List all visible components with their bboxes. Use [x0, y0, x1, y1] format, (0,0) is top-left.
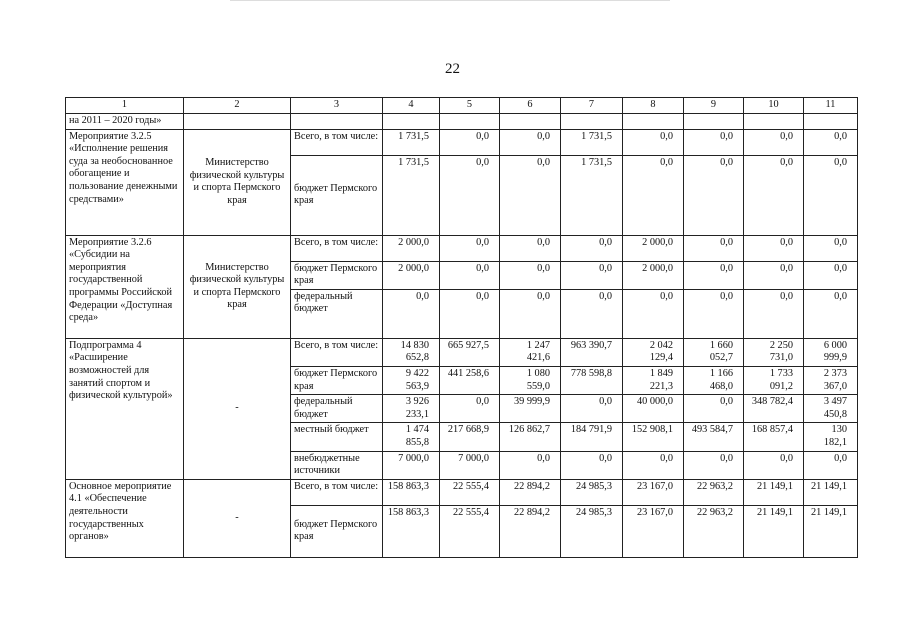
amount-cell: 1 849 221,3 [623, 366, 684, 394]
amount-cell: 0,0 [684, 129, 744, 155]
amount-cell: 0,0 [561, 235, 623, 261]
amount-cell: 0,0 [684, 235, 744, 261]
empty-cell [744, 114, 804, 130]
funding-source: федеральный бюджет [291, 395, 383, 423]
amount-cell: 0,0 [500, 155, 561, 235]
amount-cell: 1 731,5 [561, 155, 623, 235]
amount-cell: 0,0 [440, 235, 500, 261]
amount-cell: 21 149,1 [804, 505, 858, 557]
funding-source: местный бюджет [291, 423, 383, 451]
column-header: 9 [684, 98, 744, 114]
funding-source: Всего, в том числе: [291, 338, 383, 366]
amount-cell: 0,0 [500, 451, 561, 479]
column-header: 6 [500, 98, 561, 114]
amount-cell: 0,0 [561, 451, 623, 479]
amount-cell: 23 167,0 [623, 505, 684, 557]
amount-cell: 0,0 [623, 129, 684, 155]
column-header: 11 [804, 98, 858, 114]
column-header: 4 [383, 98, 440, 114]
amount-cell: 0,0 [684, 261, 744, 289]
amount-cell: 22 963,2 [684, 505, 744, 557]
amount-cell: 2 250 731,0 [744, 338, 804, 366]
executor-cell: Министерство физической культуры и спорта Пермского края [184, 235, 291, 338]
empty-cell [383, 114, 440, 130]
amount-cell: 0,0 [500, 289, 561, 338]
amount-cell: 2 000,0 [383, 261, 440, 289]
amount-cell: 2 373 367,0 [804, 366, 858, 394]
header-row [66, 98, 858, 114]
amount-cell: 3 497 450,8 [804, 395, 858, 423]
amount-cell: 39 999,9 [500, 395, 561, 423]
amount-cell: 0,0 [684, 155, 744, 235]
amount-cell: 0,0 [500, 235, 561, 261]
amount-cell: 184 791,9 [561, 423, 623, 451]
activity-name: Основное мероприятие 4.1 «Обеспечение деятельности государственных органов» [66, 479, 184, 557]
amount-cell: 23 167,0 [623, 479, 684, 505]
amount-cell: 1 474 855,8 [383, 423, 440, 451]
amount-cell: 348 782,4 [744, 395, 804, 423]
amount-cell: 441 258,6 [440, 366, 500, 394]
funding-source: бюджет Пермского края [291, 261, 383, 289]
amount-cell: 14 830 652,8 [383, 338, 440, 366]
title-row [66, 114, 858, 130]
table-row [66, 235, 858, 261]
program-title-cell: на 2011 – 2020 годы» [66, 114, 184, 130]
amount-cell: 9 422 563,9 [383, 366, 440, 394]
empty-cell [184, 114, 291, 130]
amount-cell: 0,0 [561, 261, 623, 289]
amount-cell: 1 166 468,0 [684, 366, 744, 394]
executor-cell: - [184, 338, 291, 479]
amount-cell: 130 182,1 [804, 423, 858, 451]
amount-cell: 1 247 421,6 [500, 338, 561, 366]
amount-cell: 0,0 [561, 395, 623, 423]
amount-cell: 24 985,3 [561, 479, 623, 505]
amount-cell: 22 555,4 [440, 505, 500, 557]
amount-cell: 2 000,0 [623, 261, 684, 289]
amount-cell: 665 927,5 [440, 338, 500, 366]
amount-cell: 0,0 [440, 395, 500, 423]
empty-cell [623, 114, 684, 130]
amount-cell: 158 863,3 [383, 479, 440, 505]
activity-name: Мероприятие 3.2.5 «Исполнение решения суда за необоснованное обогащение и пользование денежными средствами» [66, 129, 184, 235]
executor-cell: Министерство физической культуры и спорта Пермского края [184, 129, 291, 235]
column-header: 10 [744, 98, 804, 114]
empty-cell [684, 114, 744, 130]
amount-cell: 0,0 [804, 155, 858, 235]
amount-cell: 1 660 052,7 [684, 338, 744, 366]
amount-cell: 3 926 233,1 [383, 395, 440, 423]
amount-cell: 0,0 [500, 129, 561, 155]
amount-cell: 493 584,7 [684, 423, 744, 451]
amount-cell: 0,0 [440, 129, 500, 155]
amount-cell: 1 731,5 [561, 129, 623, 155]
column-header: 7 [561, 98, 623, 114]
amount-cell: 7 000,0 [440, 451, 500, 479]
amount-cell: 1 733 091,2 [744, 366, 804, 394]
amount-cell: 0,0 [804, 451, 858, 479]
funding-source: федеральный бюджет [291, 289, 383, 338]
amount-cell: 2 042 129,4 [623, 338, 684, 366]
page-number: 22 [445, 61, 460, 77]
amount-cell: 0,0 [440, 289, 500, 338]
amount-cell: 963 390,7 [561, 338, 623, 366]
amount-cell: 21 149,1 [804, 479, 858, 505]
amount-cell: 0,0 [744, 155, 804, 235]
amount-cell: 0,0 [744, 289, 804, 338]
budget-table [65, 97, 858, 558]
amount-cell: 21 149,1 [744, 505, 804, 557]
amount-cell: 2 000,0 [383, 235, 440, 261]
empty-cell [804, 114, 858, 130]
amount-cell: 24 985,3 [561, 505, 623, 557]
funding-source: внебюджетные источники [291, 451, 383, 479]
column-header: 5 [440, 98, 500, 114]
table-row [66, 338, 858, 366]
scan-top-edge [230, 0, 670, 2]
empty-cell [440, 114, 500, 130]
empty-cell [561, 114, 623, 130]
funding-source: бюджет Пермского края [291, 505, 383, 557]
column-header: 3 [291, 98, 383, 114]
amount-cell: 0,0 [623, 451, 684, 479]
activity-name: Мероприятие 3.2.6 «Субсидии на мероприятия государственной программы Российской Федерации «Доступная среда» [66, 235, 184, 338]
amount-cell: 2 000,0 [623, 235, 684, 261]
amount-cell: 0,0 [440, 261, 500, 289]
amount-cell: 0,0 [804, 129, 858, 155]
amount-cell: 168 857,4 [744, 423, 804, 451]
table-row [66, 129, 858, 155]
empty-cell [500, 114, 561, 130]
amount-cell: 0,0 [744, 451, 804, 479]
amount-cell: 126 862,7 [500, 423, 561, 451]
table-row [66, 479, 858, 505]
amount-cell: 0,0 [383, 289, 440, 338]
amount-cell: 1 080 559,0 [500, 366, 561, 394]
amount-cell: 22 963,2 [684, 479, 744, 505]
funding-source: Всего, в том числе: [291, 235, 383, 261]
empty-cell [291, 114, 383, 130]
amount-cell: 22 555,4 [440, 479, 500, 505]
amount-cell: 778 598,8 [561, 366, 623, 394]
amount-cell: 40 000,0 [623, 395, 684, 423]
amount-cell: 0,0 [744, 129, 804, 155]
amount-cell: 0,0 [744, 235, 804, 261]
amount-cell: 0,0 [500, 261, 561, 289]
activity-name: Подпрограмма 4 «Расширение возможностей для занятий спортом и физической культурой» [66, 338, 184, 479]
amount-cell: 0,0 [623, 289, 684, 338]
column-header: 1 [66, 98, 184, 114]
amount-cell: 22 894,2 [500, 505, 561, 557]
amount-cell: 0,0 [684, 451, 744, 479]
funding-source: Всего, в том числе: [291, 479, 383, 505]
column-header: 8 [623, 98, 684, 114]
amount-cell: 0,0 [804, 261, 858, 289]
amount-cell: 158 863,3 [383, 505, 440, 557]
amount-cell: 6 000 999,9 [804, 338, 858, 366]
amount-cell: 0,0 [744, 261, 804, 289]
amount-cell: 21 149,1 [744, 479, 804, 505]
funding-source: бюджет Пермского края [291, 366, 383, 394]
amount-cell: 22 894,2 [500, 479, 561, 505]
amount-cell: 0,0 [684, 395, 744, 423]
amount-cell: 0,0 [804, 235, 858, 261]
amount-cell: 0,0 [623, 155, 684, 235]
amount-cell: 217 668,9 [440, 423, 500, 451]
amount-cell: 0,0 [804, 289, 858, 338]
amount-cell: 1 731,5 [383, 129, 440, 155]
amount-cell: 152 908,1 [623, 423, 684, 451]
amount-cell: 0,0 [440, 155, 500, 235]
amount-cell: 0,0 [684, 289, 744, 338]
column-header: 2 [184, 98, 291, 114]
funding-source: бюджет Пермского края [291, 155, 383, 235]
amount-cell: 0,0 [561, 289, 623, 338]
amount-cell: 1 731,5 [383, 155, 440, 235]
amount-cell: 7 000,0 [383, 451, 440, 479]
funding-source: Всего, в том числе: [291, 129, 383, 155]
executor-cell: - [184, 479, 291, 557]
